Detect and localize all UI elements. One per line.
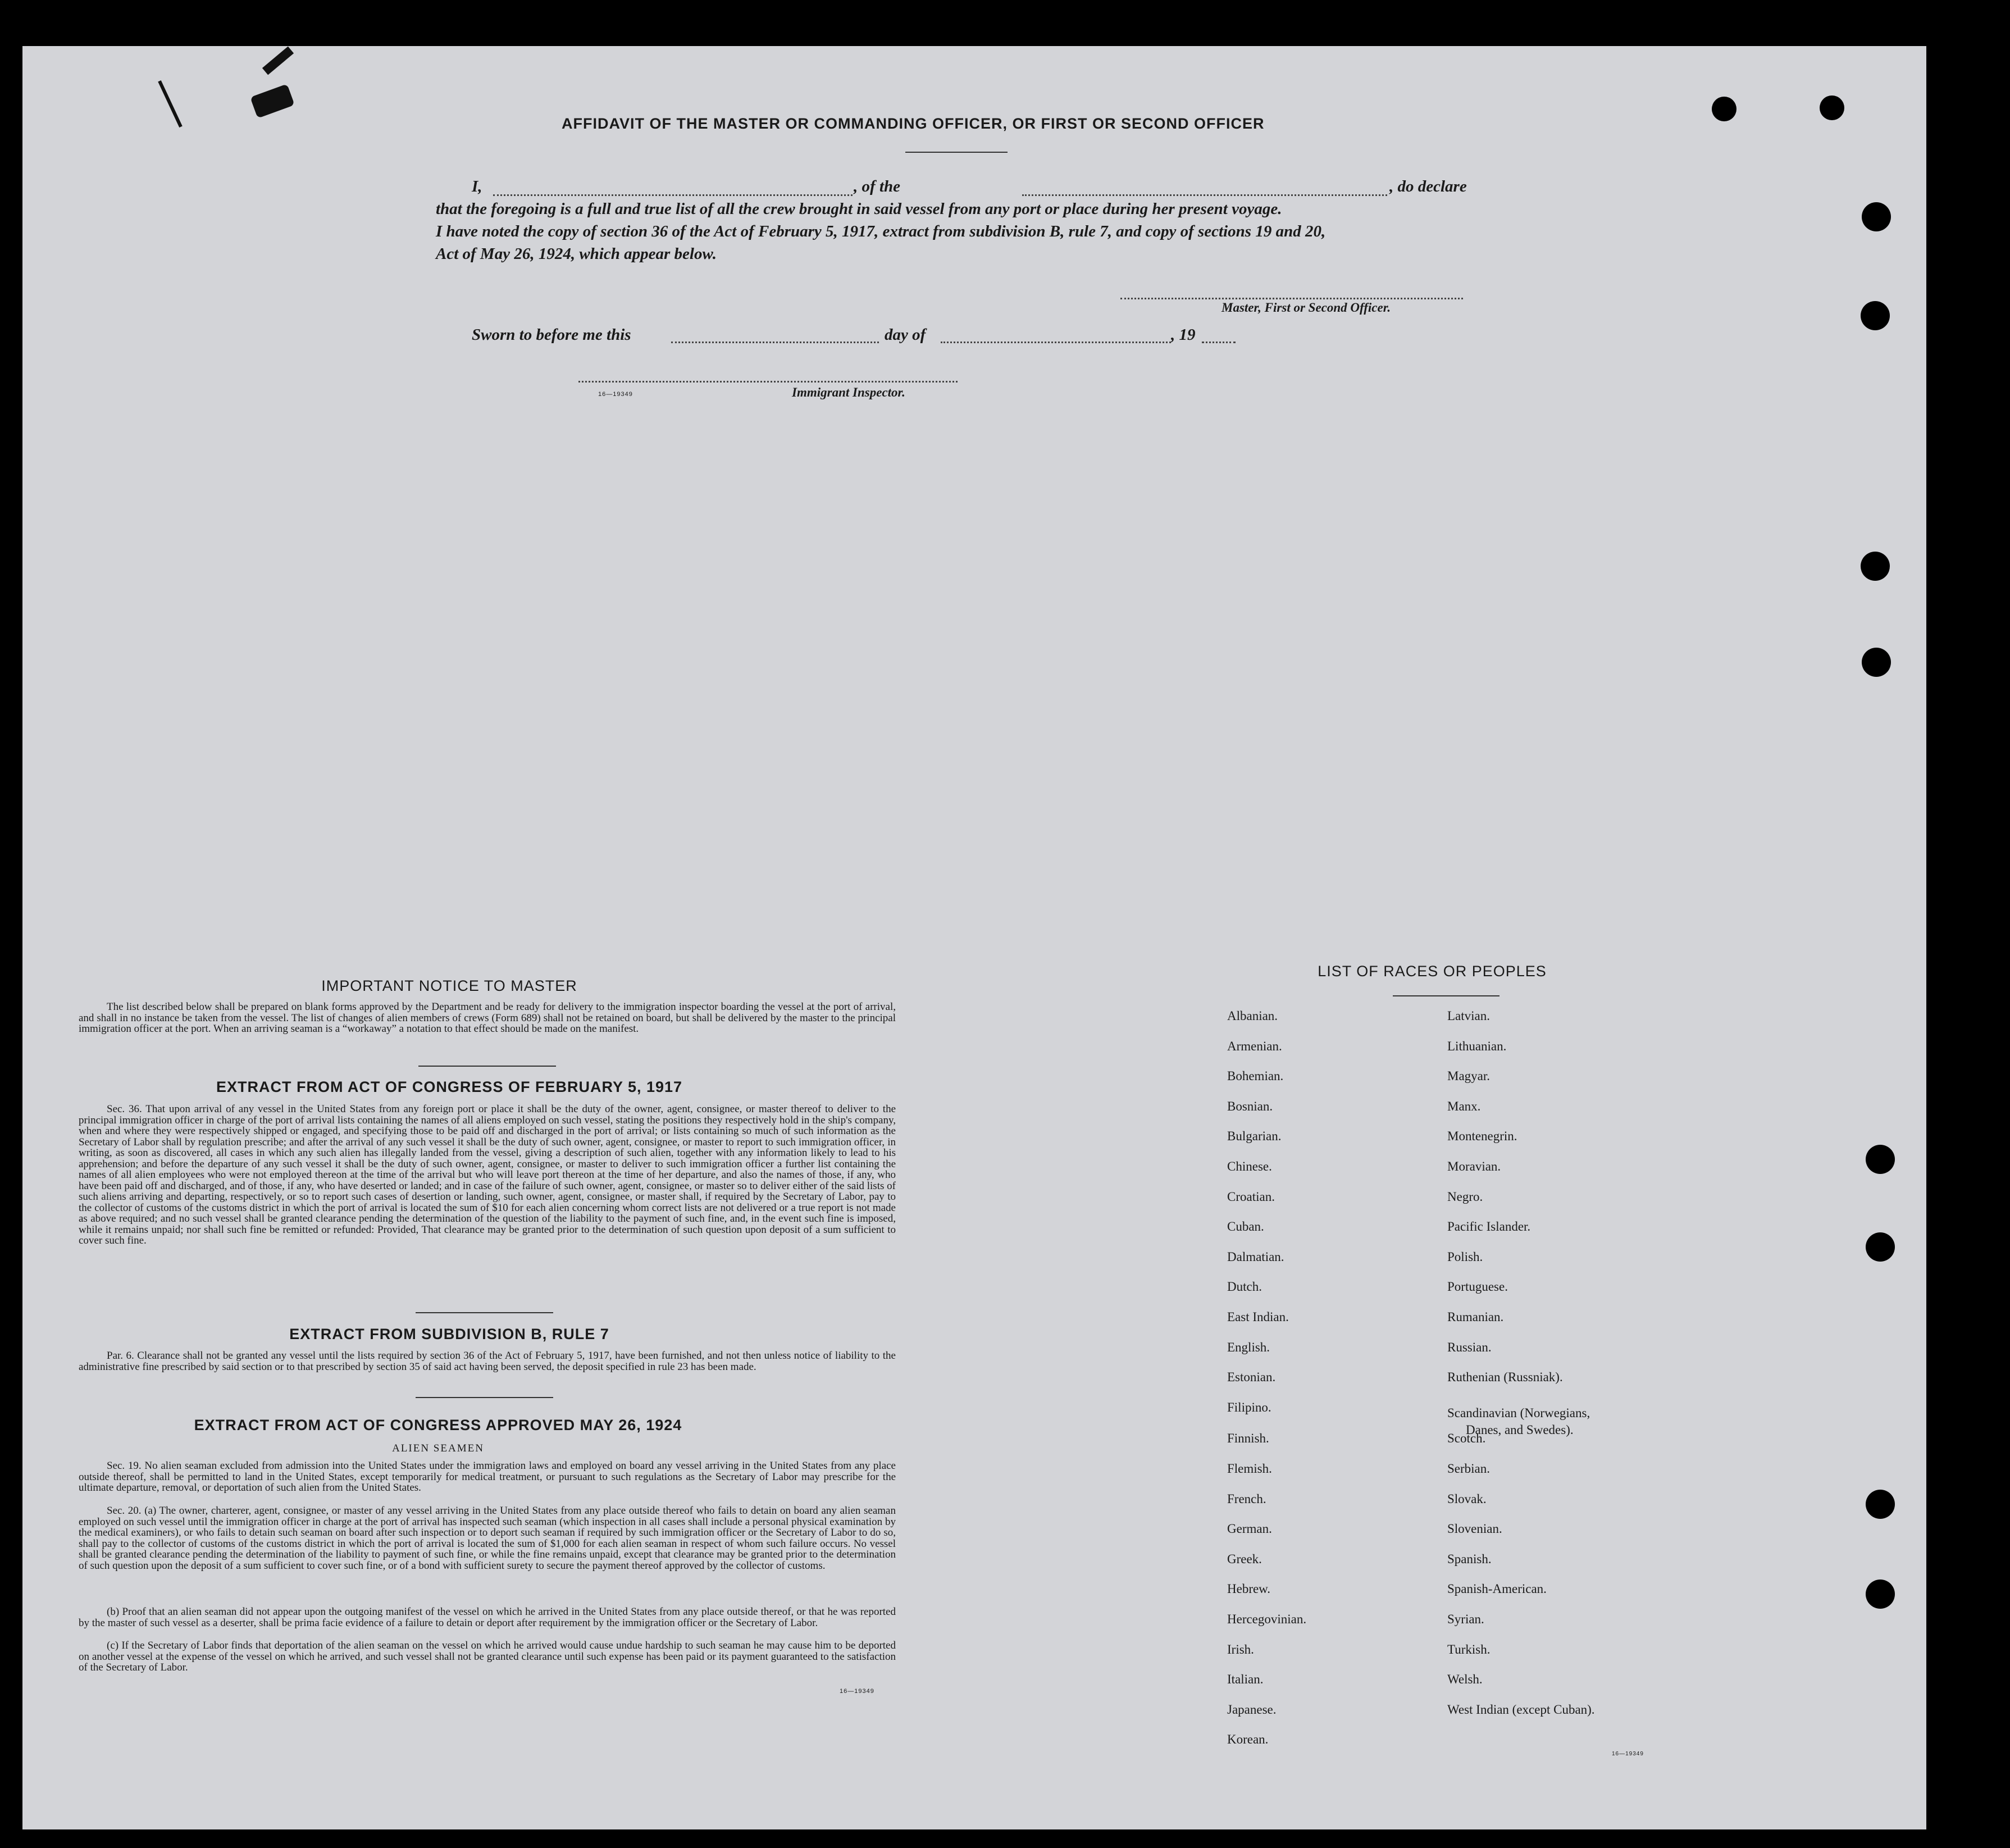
race-item: Hercegovinian. [1227, 1612, 1307, 1626]
sec19-text: Sec. 19. No alien seaman excluded from admission into the United States under the immigration laws and employed on board any vessel arriving in the United States from any place outside thereof, shall be permitted to land in the United States, except temporarily for medical treatment, or pursuant to such regulations as the Secretary of Labor may prescribe for the ultimate departure, removal, or deportation of such alien from the United States. [79, 1460, 896, 1494]
declaration-line-2: that the foregoing is a full and true list of all the crew brought in said vessel from any port or place during her present voyage. [436, 200, 1282, 218]
race-item: Cuban. [1227, 1219, 1264, 1234]
sworn-year-blank[interactable] [1202, 342, 1236, 343]
race-item: Armenian. [1227, 1039, 1282, 1053]
divider [905, 152, 1008, 153]
race-item: German. [1227, 1522, 1272, 1536]
extract-rule7-text: Par. 6. Clearance shall not be granted any vessel until the lists required by section 36 of the Act of February 5, 1917, have been furnished, and not then unless notice of liability to the administrative fine prescribed by said section or to that prescribed by section 35 of said act having been served, the deposit specified in rule 23 has been made. [79, 1350, 896, 1373]
race-item: Scotch. [1447, 1431, 1486, 1446]
race-item: Hebrew. [1227, 1582, 1271, 1596]
race-item: Turkish. [1447, 1642, 1491, 1656]
sworn-label: Sworn to before me this [472, 326, 631, 344]
sec20b-text: (b) Proof that an alien seaman did not appear upon the outgoing manifest of the vessel on which he arrived in the United States from any place outside thereof, or that he was reported by the master of such vessel as a deserter, shall be prima facie evidence of a failure to detain or deport after requirement by the immigration officer or the Secretary of Labor. [79, 1606, 896, 1629]
notice-text: The list described below shall be prepared on blank forms approved by the Department and be ready for delivery to the immigration inspector boarding the vessel at the port of arrival, and shall in no instance be taken from the vessel. The list of changes of alien members of crews (Form 689) shall not be retained on board, but shall be delivered by the master to the principal immigration officer at the port. When an arriving seaman is a “workaway” a notation to that effect should be made on the manifest. [79, 1001, 896, 1035]
race-item: Syrian. [1447, 1612, 1484, 1626]
sworn-day-blank[interactable] [671, 342, 879, 343]
race-item: Montenegrin. [1447, 1129, 1517, 1144]
declaration-i: I, [472, 177, 482, 195]
race-item: Polish. [1447, 1249, 1483, 1264]
race-item: Spanish. [1447, 1551, 1492, 1566]
declaration-of-the: , of the [854, 177, 900, 195]
binder-hole [1862, 202, 1891, 231]
race-item: Magyar. [1447, 1069, 1491, 1084]
race-item: Dutch. [1227, 1280, 1262, 1294]
race-item: Albanian. [1227, 1009, 1278, 1023]
form-number: 16—19349 [598, 391, 633, 398]
form-number: 16—19349 [1612, 1751, 1644, 1757]
race-item: Rumanian. [1447, 1310, 1504, 1324]
race-item: Japanese. [1227, 1702, 1277, 1717]
binder-hole [1712, 97, 1736, 121]
declaration-line-3: I have noted the copy of section 36 of the Act of February 5, 1917, extract from subdivision B, rule 7, and copy of sections 19 and 20, [436, 222, 1326, 240]
race-item: Manx. [1447, 1099, 1481, 1113]
binder-hole [1862, 648, 1891, 677]
inspector-label: Immigrant Inspector. [792, 385, 905, 399]
race-item: Finnish. [1227, 1431, 1269, 1446]
race-item: Bohemian. [1227, 1069, 1284, 1084]
form-number: 16—19349 [840, 1688, 874, 1695]
sworn-line [472, 326, 1258, 348]
race-item: Slovak. [1447, 1491, 1487, 1506]
race-item: Latvian. [1447, 1009, 1490, 1023]
race-item: Danes, and Swedes). [1466, 1422, 1574, 1437]
extract-1917-title: EXTRACT FROM ACT OF CONGRESS OF FEBRUARY 5, 1917 [216, 1078, 683, 1095]
race-item: Italian. [1227, 1672, 1264, 1687]
race-item: Ruthenian (Russniak). [1447, 1370, 1563, 1385]
race-item: Serbian. [1447, 1462, 1491, 1476]
binder-hole [1861, 552, 1890, 581]
notice-title: IMPORTANT NOTICE TO MASTER [321, 977, 577, 994]
race-item: Dalmatian. [1227, 1249, 1284, 1264]
races-title: LIST OF RACES OR PEOPLES [1318, 963, 1547, 980]
race-item: Greek. [1227, 1551, 1262, 1566]
race-item: Moravian. [1447, 1159, 1501, 1173]
binder-hole [1866, 1490, 1895, 1519]
declaration-do-declare: , do declare [1389, 177, 1467, 195]
race-item: Lithuanian. [1447, 1039, 1507, 1053]
year-prefix: , 19 [1171, 326, 1196, 344]
extract-1917-text: Sec. 36. That upon arrival of any vessel in the United States from any foreign port or place it shall be the duty of the owner, agent, consignee, or master thereof to deliver to the principal immigration officer in charge of the port of arrival lists containing the names of all aliens employed on such vessel, stating the positions they respectively hold in the ship's company, when and where they were respectively shipped or engaged, and specifying those to be paid off and discharged in the port of arrival; or lists containing so much of such information as the Secretary of Labor shall by regulation prescribe; and after the arrival of any such vessel it shall be the duty of such owner, agent, consignee, or master to report to such immigration officer, in writing, as soon as discovered, all cases in which any such alien has illegally landed from the vessel, giving a description of such alien, together with any information likely to lead to his apprehension; and before the departure of any such vessel it shall be the duty of such owner, agent, consignee, or master to deliver to such immigration officer a further list containing the names of all alien employees who were not employed thereon at the time of the arrival but who will leave port thereon at the time of her departure, and also the names of those, if any, who have been paid off and discharged, and of those, if any, who have deserted or landed; and in case of the failure of such owner, agent, consignee, or master so to deliver either of the said lists of such aliens arriving and departing, respectively, or so to report such cases of desertion or landing, such owner, agent, consignee, or master shall, if required by the Secretary of Labor, pay to the collector of customs of the customs district in which the port of arrival is located the sum of $10 for each alien concerning whom correct lists are not delivered or a true report is not made as above required; and no such vessel shall be granted clearance pending the determination of the question of the liability to the payment of such fine, and, in the event such fine is imposed, while it remains unpaid; nor shall such fine be remitted or refunded: Provided, That clearance may be granted prior to the determination of such question upon deposit of a sum sufficient to cover such fine. [79, 1103, 896, 1246]
race-item: Croatian. [1227, 1189, 1275, 1204]
race-item: Flemish. [1227, 1462, 1272, 1476]
race-item: Negro. [1447, 1189, 1483, 1204]
race-item: Korean. [1227, 1732, 1269, 1747]
race-item: East Indian. [1227, 1310, 1289, 1324]
divider [416, 1397, 553, 1398]
binder-hole [1866, 1145, 1895, 1174]
affidavit-title: AFFIDAVIT OF THE MASTER OR COMMANDING OFFICER, OR FIRST OR SECOND OFFICER [562, 115, 1265, 132]
race-item: Bosnian. [1227, 1099, 1273, 1113]
race-item: Irish. [1227, 1642, 1254, 1656]
race-item: Estonian. [1227, 1370, 1276, 1385]
race-item: West Indian (except Cuban). [1447, 1702, 1595, 1717]
extract-rule7-title: EXTRACT FROM SUBDIVISION B, RULE 7 [289, 1326, 609, 1342]
race-item: Welsh. [1447, 1672, 1483, 1687]
race-item: French. [1227, 1491, 1266, 1506]
race-item: Russian. [1447, 1340, 1492, 1354]
sec20a-text: Sec. 20. (a) The owner, charterer, agent, consignee, or master of any vessel arriving in the United States from any place outside thereof who fails to detain on board any alien seaman employed on such vessel until the immigration officer in charge at the port of arrival has inspected such seaman (which inspection in all cases shall include a personal physical examination by the medical examiners), or who fails to detain such seaman on board after such inspection or to deport such seaman if required by such immigration officer or the Secretary of Labor to do so, shall pay to the collector of customs of the customs district in which the port of arrival is located the sum of $1,000 for each alien seaman in respect of whom such failure occurs. No vessel shall be granted clearance pending the determination of the liability to payment of such fine, or while the fine remains unpaid, except that clearance may be granted prior to the determination of such question upon the deposit of a sum sufficient to cover such fine, or of a bond with sufficient surety to secure the payment thereof approved by the collector of customs. [79, 1505, 896, 1572]
declaration-line-4: Act of May 26, 1924, which appear below. [436, 245, 717, 263]
day-of-label: day of [885, 326, 926, 344]
race-item: Filipino. [1227, 1400, 1271, 1414]
vessel-name-blank[interactable] [1022, 194, 1387, 196]
signature-label: Master, First or Second Officer. [1222, 301, 1391, 315]
sec20c-text: (c) If the Secretary of Labor finds that deportation of the alien seaman on the vessel on which he arrived would cause undue hardship to such seaman he may cause him to be deported on another vessel at the expense of the vessel on which he arrived, and such vessel shall not be granted clearance until such expense has been paid or its payment guaranteed to the satisfaction of the Secretary of Labor. [79, 1640, 896, 1673]
sworn-month-blank[interactable] [941, 342, 1171, 343]
race-item: Bulgarian. [1227, 1129, 1282, 1144]
binder-hole [1861, 301, 1890, 330]
race-item: Spanish-American. [1447, 1582, 1547, 1596]
extract-1924-title: EXTRACT FROM ACT OF CONGRESS APPROVED MAY 26, 1924 [194, 1417, 682, 1433]
divider [1393, 995, 1499, 996]
binder-hole [1866, 1232, 1895, 1262]
race-item: Pacific Islander. [1447, 1219, 1531, 1234]
master-name-blank[interactable] [493, 194, 853, 196]
binder-hole [1820, 95, 1844, 120]
race-item: Chinese. [1227, 1159, 1272, 1173]
race-item: Scandinavian (Norwegians, [1447, 1405, 1590, 1420]
race-item: Slovenian. [1447, 1522, 1502, 1536]
race-item: English. [1227, 1340, 1270, 1354]
binder-hole [1866, 1580, 1895, 1609]
inspector-signature-line[interactable] [578, 381, 958, 383]
extract-1924-subtitle: ALIEN SEAMEN [392, 1442, 484, 1454]
divider [416, 1312, 553, 1313]
race-item: Portuguese. [1447, 1280, 1508, 1294]
divider [418, 1066, 556, 1067]
signature-line[interactable] [1120, 298, 1463, 299]
declaration-line-1 [472, 177, 1483, 200]
